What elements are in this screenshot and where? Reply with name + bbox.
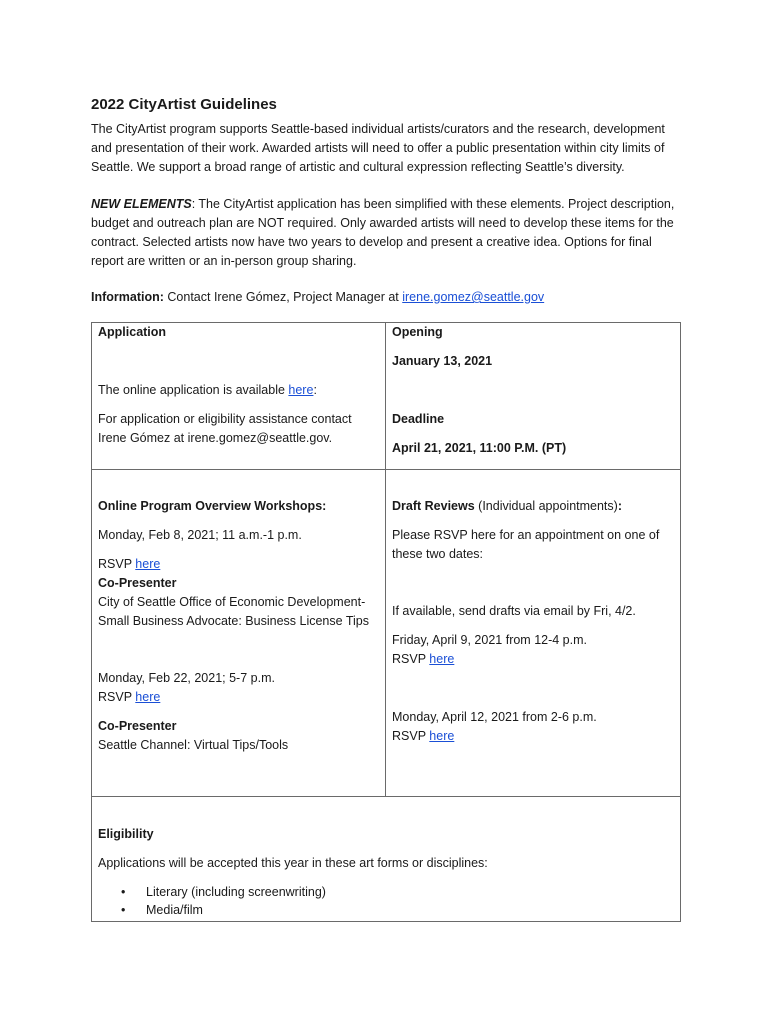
deadline-date: April 21, 2021, 11:00 P.M. (PT): [392, 441, 567, 455]
draft-reviews-cell: [392, 497, 676, 746]
workshop-2-date: Monday, Feb 22, 2021; 5-7 p.m.: [98, 671, 275, 685]
review-1-rsvp-link[interactable]: here: [429, 652, 455, 666]
information-line: [91, 288, 681, 307]
table-row-divider-2: [91, 796, 681, 797]
intro-paragraph: The CityArtist program supports Seattle-based individual artists/curators and the research, development and presentation of their work. Awarded artists will need to offer a public presentation within city limits of Seattle. We support a broad range of artistic and cultural expression reflecting Seattle’s diversity.: [91, 122, 665, 174]
opening-label: Opening: [392, 325, 443, 339]
new-elements-text: : The CityArtist application has been simplified with these elements. Project description, budget and outreach plan are NOT required. Only awarded artists will need to develop these items for the contract. Selected artists now have two years to develop and present a creative idea. Options for final report are written or an in-person group sharing.: [91, 197, 675, 268]
workshops-heading: Online Program Overview Workshops:: [98, 499, 327, 513]
review-2-rsvp-link[interactable]: here: [429, 729, 455, 743]
list-item: • Literary (including screenwriting): [121, 885, 326, 899]
assistance-line-1: For application or eligibility assistance contact: [98, 412, 352, 426]
draft-reviews-heading: Draft Reviews (Individual appointments):: [392, 499, 622, 513]
eligibility-heading: Eligibility: [98, 827, 154, 841]
contact-email-link[interactable]: irene.gomez@seattle.gov: [402, 290, 545, 304]
drafts-email-note: If available, send drafts via email by Fri, 4/2.: [392, 604, 636, 618]
workshops-cell: [98, 497, 382, 755]
new-elements-label: NEW ELEMENTS: [91, 197, 192, 211]
dates-cell: [392, 323, 676, 458]
eligibility-text: Applications will be accepted this year in these art forms or disciplines:: [98, 856, 488, 870]
workshop-1-rsvp: RSVP here: [98, 557, 161, 571]
table-column-divider: [385, 322, 386, 797]
document-title: 2022 CityArtist Guidelines: [91, 96, 277, 113]
assistance-line-2: Irene Gómez at irene.gomez@seattle.gov.: [98, 431, 333, 445]
information-text: Contact Irene Gómez, Project Manager at: [163, 290, 403, 304]
workshop-1-copresenter-label: Co-Presenter: [98, 576, 177, 590]
information-label: Information:: [91, 290, 164, 304]
review-1-date: Friday, April 9, 2021 from 12-4 p.m.: [392, 633, 587, 647]
workshop-1-presenter-line-1: City of Seattle Office of Economic Development-: [98, 595, 366, 609]
workshop-1-date: Monday, Feb 8, 2021; 11 a.m.-1 p.m.: [98, 528, 302, 542]
draft-reviews-rsvp-line-2: these two dates:: [392, 547, 484, 561]
review-1-rsvp: RSVP here: [392, 652, 455, 666]
table-row-divider-1: [91, 469, 681, 470]
workshop-2-presenter: Seattle Channel: Virtual Tips/Tools: [98, 738, 289, 752]
opening-date: January 13, 2021: [392, 354, 493, 368]
workshop-2-copresenter-label: Co-Presenter: [98, 719, 177, 733]
eligibility-list: [98, 883, 674, 919]
deadline-label: Deadline: [392, 412, 445, 426]
workshop-1-rsvp-link[interactable]: here: [135, 557, 161, 571]
document-body: [91, 96, 681, 307]
application-heading: Application: [98, 325, 167, 339]
online-application-line: The online application is available here:: [98, 383, 317, 397]
review-2-rsvp: RSVP here: [392, 729, 455, 743]
application-here-link[interactable]: here: [288, 383, 314, 397]
workshop-2-rsvp: RSVP here: [98, 690, 161, 704]
list-item: • Media/film: [121, 903, 203, 917]
new-elements-paragraph: [91, 195, 681, 271]
workshop-2-rsvp-link[interactable]: here: [135, 690, 161, 704]
review-2-date: Monday, April 12, 2021 from 2-6 p.m.: [392, 710, 597, 724]
draft-reviews-rsvp-line-1: Please RSVP here for an appointment on one of: [392, 528, 660, 542]
eligibility-cell: [98, 825, 674, 919]
application-cell: [98, 323, 380, 448]
workshop-1-presenter-line-2: Small Business Advocate: Business License Tips: [98, 614, 369, 628]
